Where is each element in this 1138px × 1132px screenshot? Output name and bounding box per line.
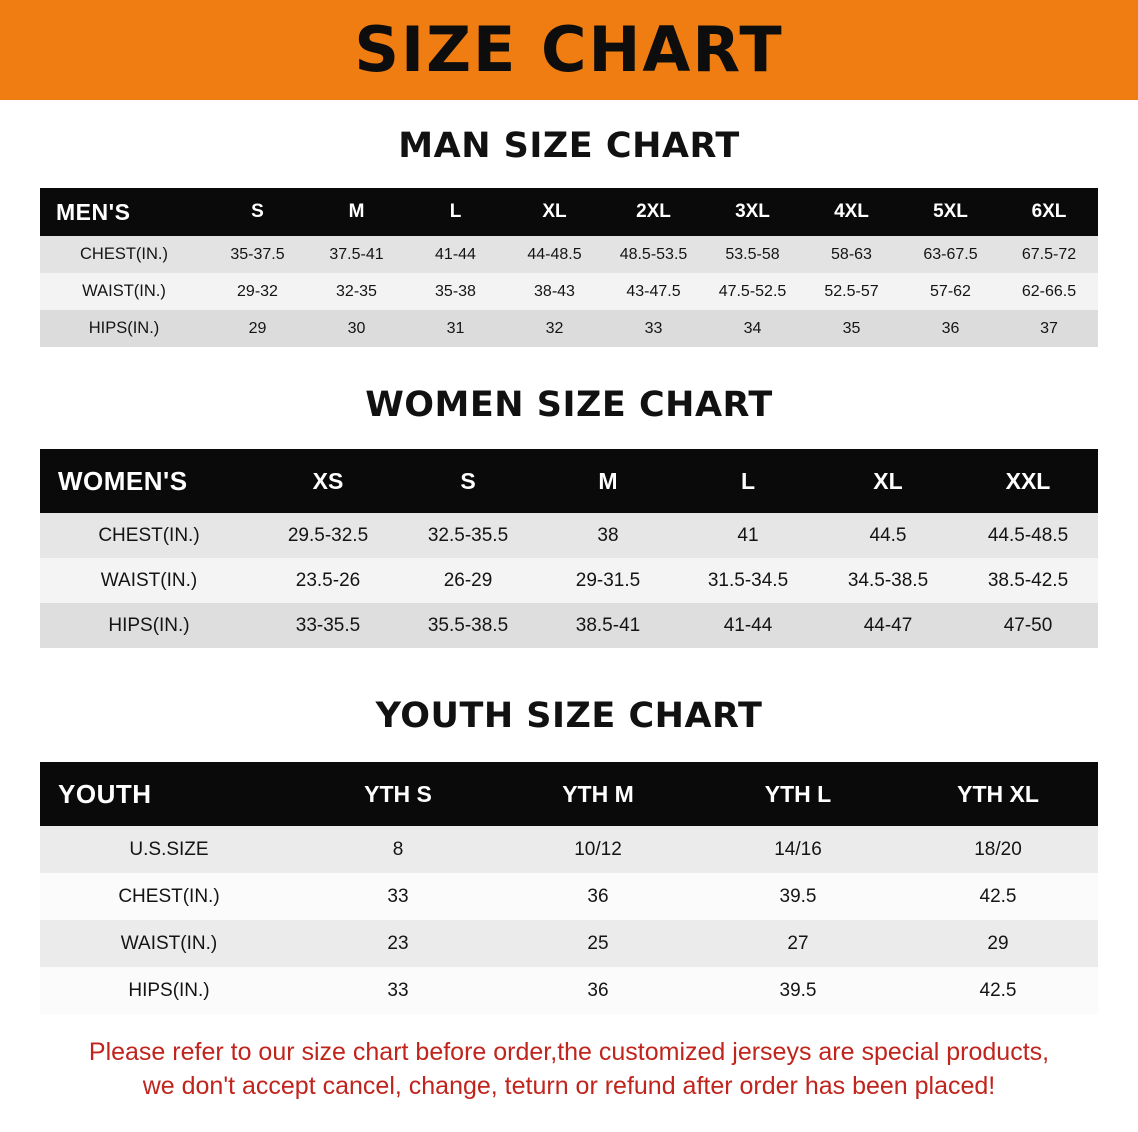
table-cell: 39.5 bbox=[698, 967, 898, 1014]
table-cell: 35-38 bbox=[406, 273, 505, 310]
table-cell: 36 bbox=[498, 967, 698, 1014]
table-cell: 33 bbox=[298, 967, 498, 1014]
column-header: XL bbox=[818, 449, 958, 513]
table-cell: 33-35.5 bbox=[258, 603, 398, 648]
table-row bbox=[40, 873, 1098, 920]
table-cell: 47.5-52.5 bbox=[703, 273, 802, 310]
table-cell: 30 bbox=[307, 310, 406, 347]
table-row bbox=[40, 920, 1098, 967]
column-header: YTH M bbox=[498, 762, 698, 826]
table-cell: 33 bbox=[298, 873, 498, 920]
table-cell: 32.5-35.5 bbox=[398, 513, 538, 558]
table-cell: 43-47.5 bbox=[604, 273, 703, 310]
table-cell: 44.5-48.5 bbox=[958, 513, 1098, 558]
row-label: CHEST(IN.) bbox=[40, 513, 258, 558]
table-cell: 62-66.5 bbox=[1000, 273, 1098, 310]
table-cell: 41-44 bbox=[678, 603, 818, 648]
column-header: S bbox=[398, 449, 538, 513]
table-cell: 58-63 bbox=[802, 236, 901, 273]
column-header: XL bbox=[505, 188, 604, 236]
women-size-table bbox=[40, 449, 1098, 648]
table-cell: 29 bbox=[898, 920, 1098, 967]
row-label: HIPS(IN.) bbox=[40, 310, 208, 347]
table-cell: 32 bbox=[505, 310, 604, 347]
page-banner bbox=[0, 0, 1138, 100]
column-header: WOMEN'S bbox=[40, 449, 258, 513]
table-row bbox=[40, 967, 1098, 1014]
table-row bbox=[40, 236, 1098, 273]
table-cell: 29-32 bbox=[208, 273, 307, 310]
table-cell: 53.5-58 bbox=[703, 236, 802, 273]
column-header: M bbox=[307, 188, 406, 236]
disclaimer-line-2: we don't accept cancel, change, teturn or refund after order has been placed! bbox=[142, 1071, 996, 1100]
table-cell: 39.5 bbox=[698, 873, 898, 920]
women-section-heading: WOMEN SIZE CHART bbox=[365, 385, 773, 425]
column-header: YOUTH bbox=[40, 762, 298, 826]
man-size-table bbox=[40, 188, 1098, 347]
youth-table-wrapper bbox=[0, 762, 1138, 1014]
women-table-wrapper bbox=[0, 449, 1138, 648]
youth-size-table bbox=[40, 762, 1098, 1014]
table-cell: 41-44 bbox=[406, 236, 505, 273]
table-cell: 33 bbox=[604, 310, 703, 347]
column-header: XXL bbox=[958, 449, 1098, 513]
table-cell: 34.5-38.5 bbox=[818, 558, 958, 603]
table-row bbox=[40, 826, 1098, 873]
column-header: MEN'S bbox=[40, 188, 208, 236]
table-cell: 32-35 bbox=[307, 273, 406, 310]
row-label: WAIST(IN.) bbox=[40, 558, 258, 603]
row-label: HIPS(IN.) bbox=[40, 967, 298, 1014]
table-header-row bbox=[40, 449, 1098, 513]
table-cell: 18/20 bbox=[898, 826, 1098, 873]
table-cell: 29-31.5 bbox=[538, 558, 678, 603]
column-header: 5XL bbox=[901, 188, 1000, 236]
column-header: YTH XL bbox=[898, 762, 1098, 826]
table-cell: 14/16 bbox=[698, 826, 898, 873]
table-cell: 10/12 bbox=[498, 826, 698, 873]
disclaimer-line-1: Please refer to our size chart before order,the customized jerseys are special products, bbox=[88, 1038, 1050, 1066]
table-cell: 37.5-41 bbox=[307, 236, 406, 273]
row-label: HIPS(IN.) bbox=[40, 603, 258, 648]
table-cell: 38-43 bbox=[505, 273, 604, 310]
table-cell: 48.5-53.5 bbox=[604, 236, 703, 273]
row-label: CHEST(IN.) bbox=[40, 236, 208, 273]
column-header: 6XL bbox=[1000, 188, 1098, 236]
man-section-heading: MAN SIZE CHART bbox=[398, 126, 740, 166]
table-cell: 63-67.5 bbox=[901, 236, 1000, 273]
table-cell: 31 bbox=[406, 310, 505, 347]
row-label: WAIST(IN.) bbox=[40, 920, 298, 967]
table-header-row bbox=[40, 762, 1098, 826]
column-header: 2XL bbox=[604, 188, 703, 236]
column-header: 4XL bbox=[802, 188, 901, 236]
man-table-wrapper bbox=[0, 188, 1138, 347]
column-header: L bbox=[406, 188, 505, 236]
column-header: YTH L bbox=[698, 762, 898, 826]
table-cell: 34 bbox=[703, 310, 802, 347]
page-title: SIZE CHART bbox=[354, 13, 784, 86]
table-cell: 42.5 bbox=[898, 873, 1098, 920]
table-cell: 42.5 bbox=[898, 967, 1098, 1014]
table-cell: 25 bbox=[498, 920, 698, 967]
table-cell: 35 bbox=[802, 310, 901, 347]
table-cell: 26-29 bbox=[398, 558, 538, 603]
table-cell: 44-47 bbox=[818, 603, 958, 648]
table-cell: 41 bbox=[678, 513, 818, 558]
row-label: CHEST(IN.) bbox=[40, 873, 298, 920]
table-cell: 38.5-42.5 bbox=[958, 558, 1098, 603]
table-row bbox=[40, 513, 1098, 558]
table-row bbox=[40, 273, 1098, 310]
column-header: YTH S bbox=[298, 762, 498, 826]
table-cell: 44-48.5 bbox=[505, 236, 604, 273]
table-cell: 44.5 bbox=[818, 513, 958, 558]
table-cell: 67.5-72 bbox=[1000, 236, 1098, 273]
table-cell: 52.5-57 bbox=[802, 273, 901, 310]
column-header: XS bbox=[258, 449, 398, 513]
table-cell: 36 bbox=[498, 873, 698, 920]
table-cell: 31.5-34.5 bbox=[678, 558, 818, 603]
table-row bbox=[40, 603, 1098, 648]
table-cell: 27 bbox=[698, 920, 898, 967]
column-header: 3XL bbox=[703, 188, 802, 236]
table-cell: 38.5-41 bbox=[538, 603, 678, 648]
table-cell: 38 bbox=[538, 513, 678, 558]
table-cell: 37 bbox=[1000, 310, 1098, 347]
disclaimer-note bbox=[40, 1036, 1098, 1104]
column-header: L bbox=[678, 449, 818, 513]
table-cell: 47-50 bbox=[958, 603, 1098, 648]
youth-section-heading: YOUTH SIZE CHART bbox=[375, 696, 763, 736]
table-cell: 8 bbox=[298, 826, 498, 873]
column-header: M bbox=[538, 449, 678, 513]
table-cell: 23.5-26 bbox=[258, 558, 398, 603]
row-label: WAIST(IN.) bbox=[40, 273, 208, 310]
table-row bbox=[40, 310, 1098, 347]
table-header-row bbox=[40, 188, 1098, 236]
table-cell: 23 bbox=[298, 920, 498, 967]
table-cell: 36 bbox=[901, 310, 1000, 347]
table-cell: 29.5-32.5 bbox=[258, 513, 398, 558]
column-header: S bbox=[208, 188, 307, 236]
table-cell: 35.5-38.5 bbox=[398, 603, 538, 648]
table-cell: 57-62 bbox=[901, 273, 1000, 310]
table-cell: 29 bbox=[208, 310, 307, 347]
row-label: U.S.SIZE bbox=[40, 826, 298, 873]
table-row bbox=[40, 558, 1098, 603]
table-cell: 35-37.5 bbox=[208, 236, 307, 273]
